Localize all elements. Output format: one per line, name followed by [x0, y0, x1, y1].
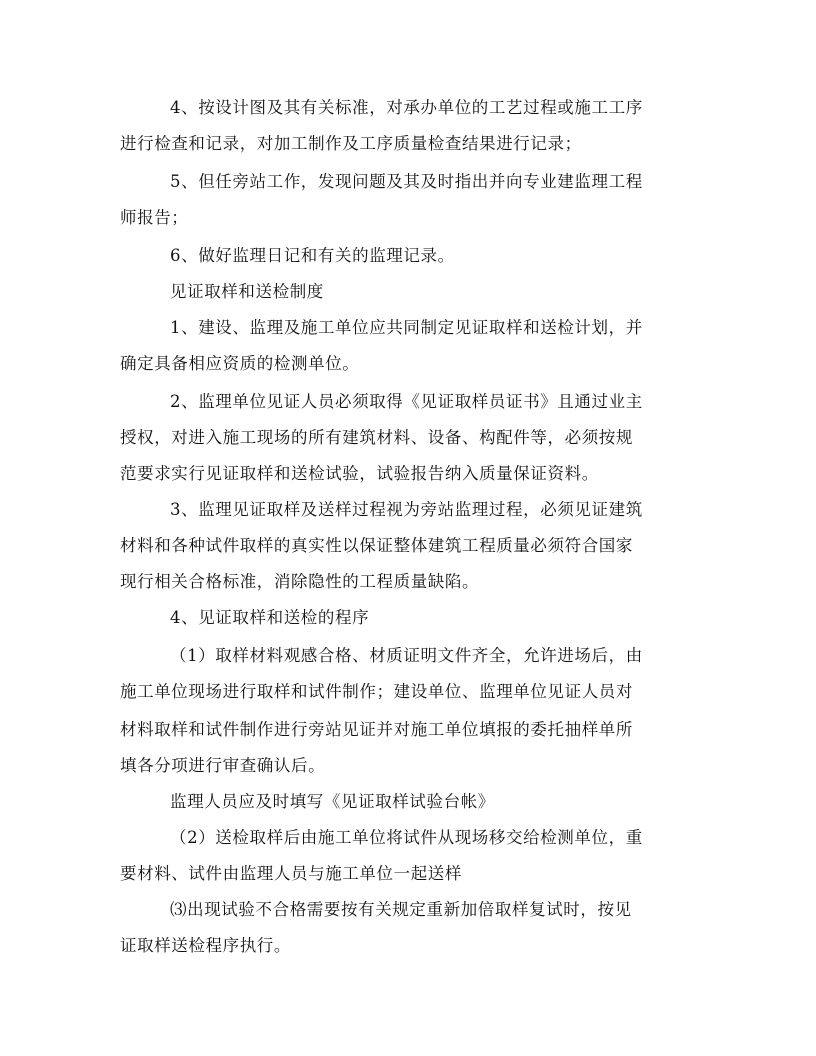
body-line-2: 进行检查和记录，对加工制作及工序质量检查结果进行记录； — [120, 134, 582, 153]
body-line-23: ⑶出现试验不合格需要按有关规定重新加倍取样复试时，按见 — [170, 900, 632, 919]
body-line-1: 4、按设计图及其有关标准，对承办单位的工艺过程或施工工序 — [170, 98, 643, 117]
body-line-20: 监理人员应及时填写《见证取样试验台帐》 — [170, 792, 495, 811]
body-line-21: （2）送检取样后由施工单位将试件从现场移交给检测单位，重 — [170, 828, 643, 847]
section-heading-witness-sampling: 见证取样和送检制度 — [170, 282, 324, 301]
body-line-18: 材料取样和试件制作进行旁站见证并对施工单位填报的委托抽样单所 — [120, 720, 633, 739]
body-line-11: 范要求实行见证取样和送检试验，试验报告纳入质量保证资料。 — [120, 464, 599, 483]
body-line-4: 师报告； — [120, 208, 189, 227]
body-line-10: 授权，对进入施工现场的所有建筑材料、设备、构配件等，必须按规 — [120, 428, 633, 447]
body-line-9: 2、监理单位见证人员必须取得《见证取样员证书》且通过业主 — [170, 392, 643, 411]
body-line-24: 证取样送检程序执行。 — [120, 936, 291, 955]
body-line-13: 材料和各种试件取样的真实性以保证整体建筑工程质量必须符合国家 — [120, 536, 633, 555]
body-line-7: 1、建设、监理及施工单位应共同制定见证取样和送检计划，并 — [170, 318, 643, 337]
body-line-14: 现行相关合格标准，消除隐性的工程质量缺陷。 — [120, 572, 480, 591]
body-line-15: 4、见证取样和送检的程序 — [170, 608, 370, 627]
body-line-8: 确定具备相应资质的检测单位。 — [120, 354, 360, 373]
body-line-22: 要材料、试件由监理人员与施工单位一起送样 — [120, 864, 462, 883]
body-line-19: 填各分项进行审查确认后。 — [120, 756, 326, 775]
body-line-17: 施工单位现场进行取样和试件制作；建设单位、监理单位见证人员对 — [120, 682, 633, 701]
body-line-5: 6、做好监理日记和有关的监理记录。 — [170, 246, 455, 265]
body-line-16: （1）取样材料观感合格、材质证明文件齐全，允许进场后，由 — [170, 646, 643, 665]
body-line-3: 5、但任旁站工作，发现问题及其及时指出并向专业建监理工程 — [170, 172, 643, 191]
body-line-12: 3、监理见证取样及送样过程视为旁站监理过程，必须见证建筑 — [170, 500, 643, 519]
